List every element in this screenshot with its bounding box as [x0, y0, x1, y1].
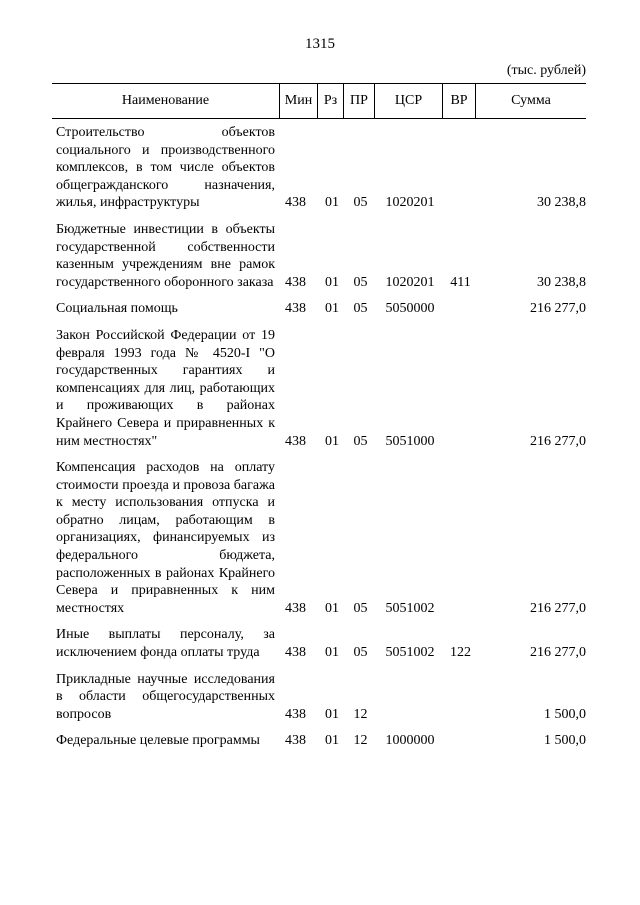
row-pr: 05	[353, 433, 368, 449]
row-pr: 05	[353, 301, 368, 317]
row-min: 438	[285, 600, 306, 616]
table-row	[56, 732, 586, 750]
row-csr: 5051002	[385, 600, 435, 616]
row-sum: 216 277,0	[530, 645, 586, 661]
row-min: 438	[285, 433, 306, 449]
row-name: Федеральные целевые программы	[56, 733, 260, 749]
row-min: 438	[285, 706, 306, 722]
row-sum: 1 500,0	[544, 733, 586, 749]
row-pr: 12	[353, 733, 368, 749]
table-header	[52, 83, 586, 119]
table-row	[56, 327, 586, 450]
row-min: 438	[285, 301, 306, 317]
row-pr: 05	[353, 600, 368, 616]
table-row	[56, 124, 586, 212]
row-pr: 05	[353, 645, 368, 661]
table-row	[56, 459, 586, 617]
row-csr: 1000000	[385, 733, 435, 749]
row-name: Социальная помощь	[56, 301, 178, 317]
row-vr: 411	[450, 274, 471, 290]
row-sum: 1 500,0	[544, 706, 586, 722]
header-csr: ЦСР	[374, 84, 442, 118]
row-csr: 1020201	[385, 195, 435, 211]
row-csr: 5050000	[385, 301, 435, 317]
header-vr: ВР	[442, 84, 475, 118]
row-rz: 01	[325, 433, 339, 449]
row-name: Прикладные научные исследования в области общегосударственных вопросов	[56, 671, 275, 722]
row-sum: 216 277,0	[530, 433, 586, 449]
row-name: Закон Российской Федерации от 19 февраля 1993 года № 4520-I "О государственных гарантиях и компенсациях для лиц, работающих и проживающих в районах Крайнего Севера и приравненных к ним местностях"	[56, 327, 275, 449]
header-name: Наименование	[121, 93, 210, 108]
row-name: Иные выплаты персоналу, за исключением фонда оплаты труда	[56, 627, 275, 661]
row-pr: 12	[353, 706, 368, 722]
row-rz: 01	[325, 301, 339, 317]
row-name: Компенсация расходов на оплату стоимости проезда и провоза багажа к месту использования отпуска и обратно лицам, работающим в организациях, финансируемых из федерального бюджета, расположенных в районах Крайнего Севера и приравненных к ним местностях	[56, 460, 275, 616]
table-body	[56, 124, 586, 759]
row-rz: 01	[325, 706, 339, 722]
row-min: 438	[285, 195, 306, 211]
row-pr: 05	[353, 274, 368, 290]
row-rz: 01	[325, 600, 339, 616]
row-min: 438	[285, 645, 306, 661]
units-label: (тыс. рублей)	[506, 63, 586, 78]
row-sum: 30 238,8	[537, 195, 586, 211]
row-pr: 05	[353, 195, 368, 211]
table-row	[56, 300, 586, 318]
row-sum: 216 277,0	[530, 301, 586, 317]
table-row	[56, 671, 586, 724]
row-csr: 5051000	[385, 433, 435, 449]
row-rz: 01	[325, 274, 339, 290]
row-min: 438	[285, 274, 306, 290]
row-rz: 01	[325, 195, 339, 211]
header-pr: ПР	[343, 84, 374, 118]
row-sum: 30 238,8	[537, 274, 586, 290]
row-rz: 01	[325, 645, 339, 661]
header-rz: Рз	[317, 84, 343, 118]
row-name: Строительство объектов социального и производственного комплексов, в том числе объектов общегражданского назначения, жилья, инфраструктуры	[56, 125, 275, 211]
table-row	[56, 626, 586, 661]
row-rz: 01	[325, 733, 339, 749]
row-csr: 5051002	[385, 645, 435, 661]
header-min: Мин	[279, 84, 317, 118]
row-sum: 216 277,0	[530, 600, 586, 616]
row-min: 438	[285, 733, 306, 749]
header-sum: Сумма	[475, 84, 586, 118]
row-vr: 122	[450, 645, 471, 661]
table-row	[56, 221, 586, 291]
page-number: 1315	[305, 36, 335, 52]
row-name: Бюджетные инвестиции в объекты государственной собственности казенным учреждениям вне рамок государственного оборонного заказа	[56, 221, 275, 290]
row-csr: 1020201	[385, 274, 435, 290]
